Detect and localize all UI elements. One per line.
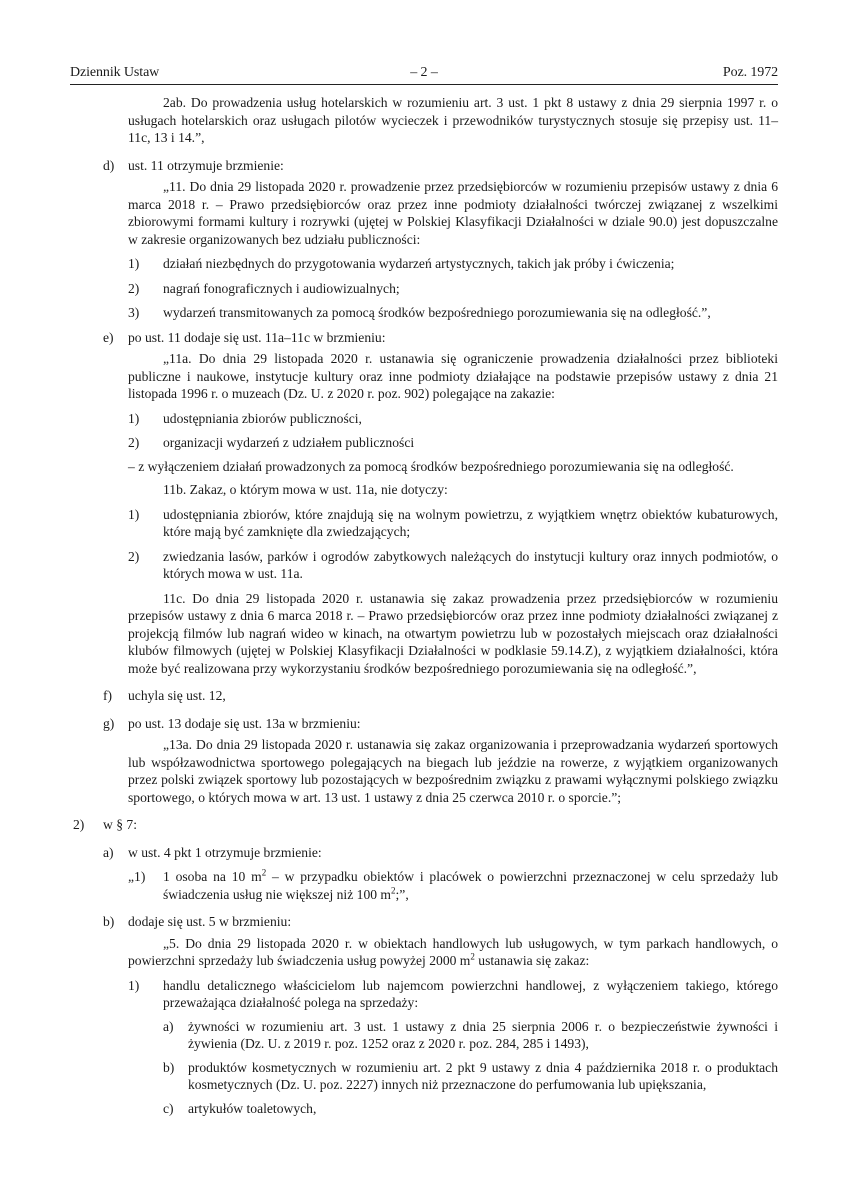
item-text: udostępniania zbiorów publiczności,: [163, 410, 362, 426]
text-segment: „5. Do dnia 29 listopada 2020 r. w obiektach handlowych lub usługowych, w tym parkach handlowych, o powierzchni sprzedaży lub świadczenia usług powyżej 2000 m: [128, 935, 778, 968]
item-text: dodaje się ust. 5 w brzmieniu:: [128, 914, 292, 929]
item-d: [103, 157, 778, 175]
item-text: w ust. 4 pkt 1 otrzymuje brzmienie:: [128, 844, 322, 860]
item-label: b): [103, 914, 115, 929]
item-text: po ust. 11 dodaje się ust. 11a–11c w brzmieniu:: [128, 329, 386, 345]
item-label: 2): [128, 280, 140, 296]
list-item: [128, 280, 778, 298]
quote-ust-11c: 11c. Do dnia 29 listopada 2020 r. ustanawia się zakaz prowadzenia przez przedsiębiorców w rozumieniu przepisów ustawy z dnia 6 marca 2018 r. – Prawo przedsiębiorców oraz przez inne podmioty działalności związanej z projekcją filmów lub nagrań wideo w kinach, na otwartym powietrzu lub w pozostałych miejscach oraz działalności klubów filmowych (ujętej w Polskiej Klasyfikacji Działalności w podklasie 59.14.Z), z wyjątkiem działalności, która może być realizowana przy wykorzystaniu środków bezpośredniego porozumiewania się na odległość.”,: [128, 590, 778, 676]
text-segment: ;”,: [395, 886, 409, 902]
quote-ust-11b: 11b. Zakaz, o którym mowa w ust. 11a, nie dotyczy:: [163, 482, 448, 497]
list-item: [128, 868, 778, 903]
item-label: 1): [128, 410, 140, 426]
item-label: 1): [128, 977, 140, 993]
item-text: organizacji wydarzeń z udziałem publiczności: [163, 435, 415, 450]
item-label: 2): [128, 548, 140, 564]
item-e: [103, 329, 778, 347]
item-label: 2): [73, 817, 85, 832]
item-label: „1): [128, 869, 146, 884]
point-2: [73, 816, 778, 834]
point-2-item-a: [103, 844, 778, 862]
sub-list-item: [163, 1059, 778, 1094]
quote-11a-tail: – z wyłączeniem działań prowadzonych za pomocą środków bezpośredniego porozumiewania się na odległość.: [128, 458, 734, 474]
list-item: [128, 977, 778, 1012]
point-2-item-b: [103, 913, 778, 931]
item-label: 1): [128, 506, 140, 522]
position-number: Poz. 1972: [722, 65, 778, 80]
item-text: w § 7:: [103, 817, 137, 832]
paragraph-2ab: 2ab. Do prowadzenia usług hotelarskich w rozumieniu art. 3 ust. 1 pkt 8 ustawy z dnia 29 sierpnia 1997 r. o usługach hotelarskich oraz usługach pilotów wycieczek i przewodników turystycznych stosuje się przepisy ust. 11–11c, 13 i 14.”,: [128, 95, 778, 145]
item-label: b): [163, 1059, 175, 1075]
item-text: wydarzeń transmitowanych za pomocą środków bezpośredniego porozumiewania się na odległość.”,: [163, 305, 711, 320]
journal-title: Dziennik Ustaw: [70, 65, 160, 80]
item-f: [103, 687, 778, 705]
page-number: – 2 –: [410, 65, 438, 80]
sub-list-item: [163, 1018, 778, 1053]
item-label: 2): [128, 435, 140, 450]
item-text: żywności w rozumieniu art. 3 ust. 1 ustawy z dnia 25 sierpnia 2006 r. o bezpieczeństwie żywności i żywienia (Dz. U. z 2019 r. poz. 1252 oraz z 2020 r. poz. 284, 285 i 1493),: [188, 1018, 778, 1051]
item-text: zwiedzania lasów, parków i ogrodów zabytkowych należących do instytucji kultury oraz innych podmiotów, o których mowa w ust. 11a.: [163, 548, 778, 581]
item-text: po ust. 13 dodaje się ust. 13a w brzmieniu:: [128, 715, 361, 731]
list-item: [128, 410, 778, 428]
item-text: udostępniania zbiorów, które znajdują się na wolnym powietrzu, z wyjątkiem wnętrz obiektów kubaturowych, które mają być zamknięte dla zwiedzających;: [163, 506, 778, 539]
item-label: g): [103, 715, 115, 731]
quote-ust-13a: „13a. Do dnia 29 listopada 2020 r. ustanawia się zakaz organizowania i przeprowadzania wydarzeń sportowych lub współzawodnictwa sportowego polegających na biegach lub jeździe na rowerze, z wyjątkiem organizowanych przez polski związek sportowy lub pozostających w bezpośrednim związku z prawami wyłącznymi polskiego związku sportowego, o których mowa w art. 13 ust. 1 ustawy z dnia 25 czerwca 2010 r. o sporcie.”;: [128, 737, 778, 805]
list-item: [128, 434, 778, 452]
sub-list-item: [163, 1100, 778, 1118]
item-text: ust. 11 otrzymuje brzmienie:: [128, 157, 284, 173]
text-segment: 1 osoba na 10 m: [163, 869, 262, 884]
item-text: działań niezbędnych do przygotowania wydarzeń artystycznych, takich jak próby i ćwiczenia;: [163, 256, 675, 271]
item-label: c): [163, 1100, 174, 1116]
item-label: a): [103, 844, 114, 860]
list-item: [128, 304, 778, 322]
quote-ust-5: [128, 935, 778, 970]
item-label: d): [103, 157, 115, 173]
item-text: [163, 868, 778, 903]
page-header: [70, 40, 778, 85]
superscript: 2: [261, 867, 267, 878]
text-segment: – w przypadku obiektów i placówek o powierzchni przeznaczonej w celu sprzedaży lub świadczenia usług nie większej niż 100 m: [163, 869, 778, 902]
quote-ust-11: „11. Do dnia 29 listopada 2020 r. prowadzenie przez przedsiębiorców w rozumieniu przepisów ustawy z dnia 6 marca 2018 r. – Prawo przedsiębiorców oraz przez inne podmioty działalności twórczej związanej z wszelkimi zbiorowymi formami kultury i rozrywki (ujętej w Polskiej Klasyfikacji Działalności w dziale 90.0) jest dopuszczalne w zakresie organizowanych bez udziału publiczności:: [128, 179, 778, 247]
item-label: 1): [128, 256, 140, 271]
item-label: f): [103, 688, 113, 703]
superscript: 2: [391, 884, 396, 895]
item-text: uchyla się ust. 12,: [128, 688, 226, 703]
quote-ust-11a: „11a. Do dnia 29 listopada 2020 r. ustanawia się ograniczenie prowadzenia działalności przez biblioteki publiczne i naukowe, instytucje kultury oraz inne podmioty działające na podstawie przepisów ustawy z dnia 21 listopada 1996 r. o muzeach (Dz. U. z 2020 r. poz. 902) polegające na zakazie:: [128, 351, 778, 401]
list-item: [128, 548, 778, 583]
item-g: [103, 715, 778, 733]
item-label: a): [163, 1018, 174, 1034]
item-label: e): [103, 329, 114, 345]
superscript: 2: [470, 951, 475, 962]
document-body: [0, 94, 848, 1117]
item-text: artykułów toaletowych,: [188, 1100, 317, 1116]
list-item: [128, 506, 778, 541]
list-item: [128, 255, 778, 273]
item-text: nagrań fonograficznych i audiowizualnych;: [163, 280, 400, 296]
item-text: produktów kosmetycznych w rozumieniu art. 2 pkt 9 ustawy z dnia 4 października 2018 r. o produktach kosmetycznych (Dz. U. poz. 2227) innych niż przeznaczone do perfumowania lub upiększania,: [188, 1059, 778, 1092]
item-label: 3): [128, 305, 140, 320]
text-segment: ustanawia się zakaz:: [474, 953, 590, 968]
item-text: handlu detalicznego właścicielom lub najemcom powierzchni handlowej, z wyłączeniem takiego, którego przeważająca działalność polega na sprzedaży:: [163, 977, 778, 1010]
